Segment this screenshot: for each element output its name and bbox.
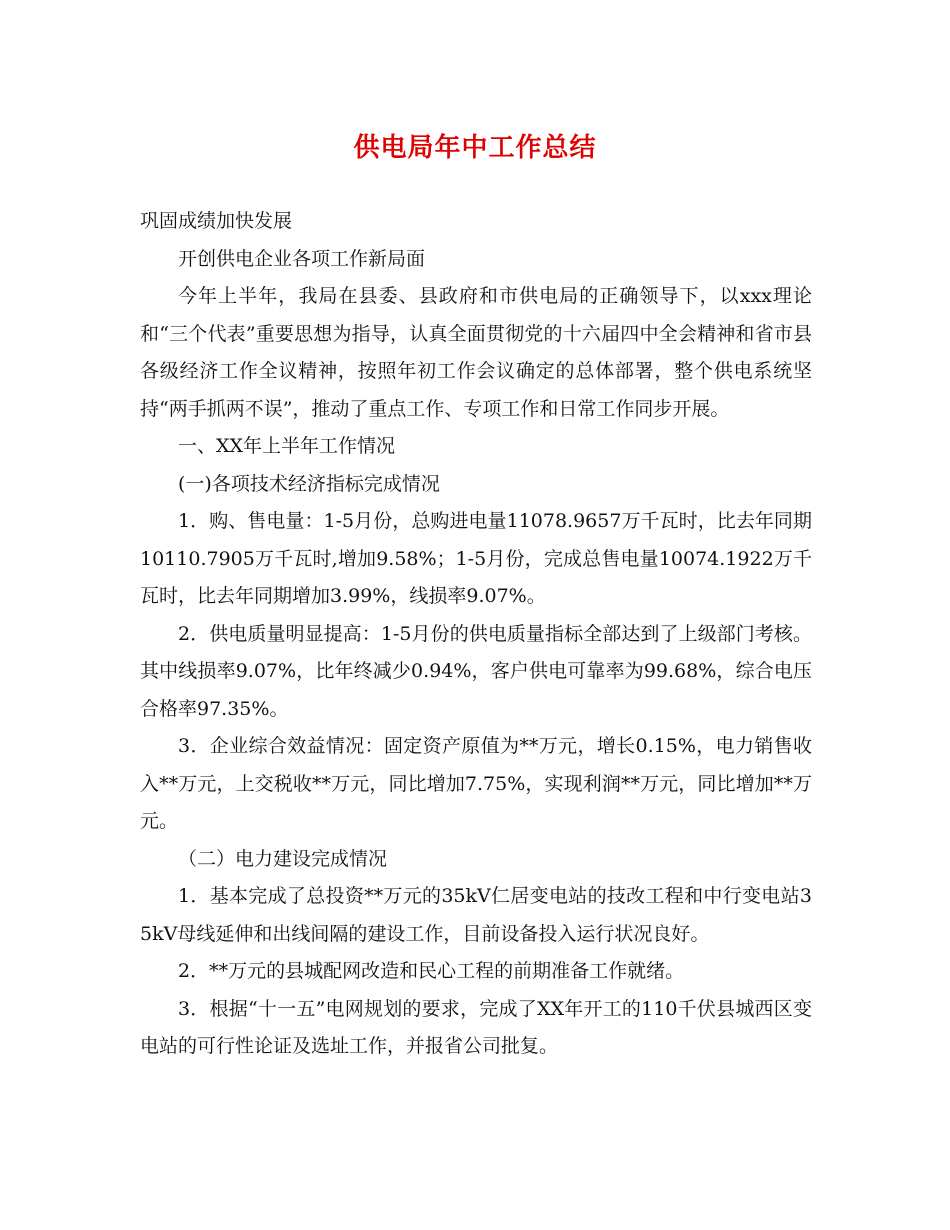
paragraph-item-3: 3．企业综合效益情况：固定资产原值为**万元，增长0.15%，电力销售收入**万元，上交税收**万元，同比增加7.75%，实现利润**万元，同比增加**万元。: [140, 735, 812, 832]
paragraph-item-4: 1．基本完成了总投资**万元的35kV仁居变电站的技改工程和中行变电站35kV母线延伸和出线间隔的建设工作，目前设备投入运行状况良好。: [140, 885, 812, 945]
paragraph-item-5: 2．**万元的县城配网改造和民心工程的前期准备工作就绪。: [178, 960, 685, 982]
paragraph-intro: 今年上半年，我局在县委、县政府和市供电局的正确领导下，以xxx理论和“三个代表”重要思想为指导，认真全面贯彻党的十六届四中全会精神和省市县各级经济工作全议精神，按照年初工作会议确定的总体部署，整个供电系统坚持“两手抓两不误”，推动了重点工作、专项工作和日常工作同步开展。: [140, 285, 812, 420]
paragraph-item-2: 2．供电质量明显提高：1-5月份的供电质量指标全部达到了上级部门考核。其中线损率9.07%，比年终减少0.94%，客户供电可靠率为99.68%，综合电压合格率97.35%。: [140, 622, 812, 720]
paragraph-heading-1: 巩固成绩加快发展: [140, 210, 293, 232]
paragraph-item-1: 1．购、售电量：1-5月份，总购进电量11078.9657万千瓦时，比去年同期10110.7905万千瓦时,增加9.58%；1-5月份，完成总售电量10074.1922万千瓦时，比去年同期增加3.99%，线损率9.07%。: [140, 510, 812, 607]
document-body: [140, 203, 812, 1066]
subsection-heading-2: （二）电力建设完成情况: [178, 847, 388, 870]
paragraph-item-6: 3．根据“十一五”电网规划的要求，完成了XX年开工的110千伏县城西区变电站的可行性论证及选址工作，并报省公司批复。: [140, 997, 812, 1057]
document-title: 供电局年中工作总结: [353, 133, 597, 163]
subsection-heading-1: (一)各项技术经济指标完成情况: [178, 472, 440, 495]
paragraph-heading-2: 开创供电企业各项工作新局面: [178, 247, 426, 270]
section-heading-1: 一、XX年上半年工作情况: [178, 435, 396, 457]
